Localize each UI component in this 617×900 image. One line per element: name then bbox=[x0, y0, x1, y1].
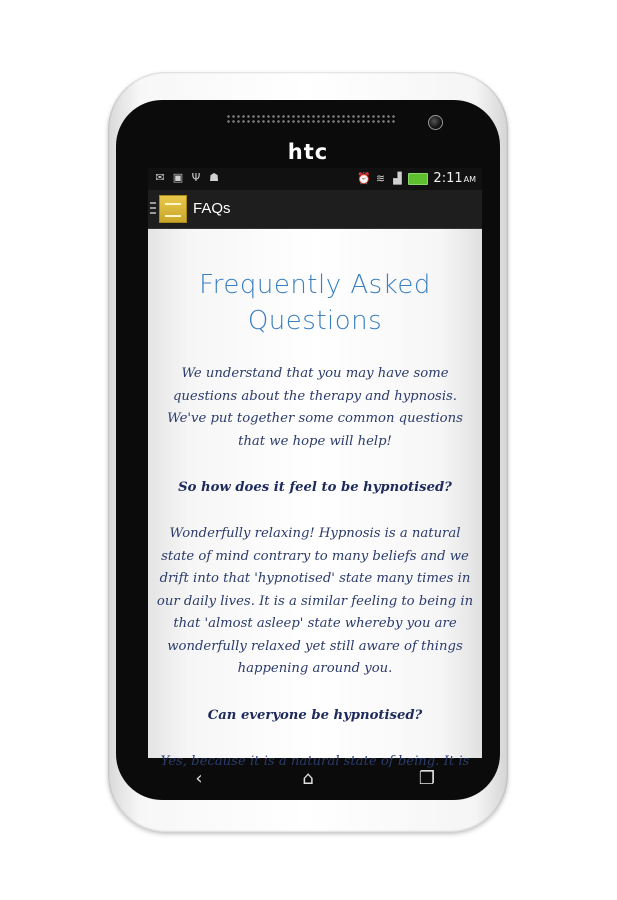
faq-content[interactable] bbox=[148, 229, 482, 769]
clock-ampm: AM bbox=[463, 175, 476, 184]
phone-face bbox=[116, 100, 500, 800]
navigation-bar bbox=[116, 762, 500, 800]
faq-question: So how does it feel to be hypnotised? bbox=[178, 480, 452, 495]
app-logo-icon[interactable] bbox=[159, 195, 187, 223]
status-clock bbox=[433, 171, 476, 186]
phone-body bbox=[108, 72, 508, 832]
action-bar-title: FAQs bbox=[193, 200, 231, 217]
home-icon[interactable]: ⌂ bbox=[302, 768, 314, 789]
device-screen bbox=[148, 168, 482, 769]
intro-text: We understand that you may have some questions about the therapy and hypnosis. We've put together some common questions that we hope will help! bbox=[167, 366, 463, 449]
device-brand-logo: htc bbox=[287, 140, 329, 164]
wifi-icon: ≋ bbox=[375, 171, 386, 185]
faq-question: Can everyone be hypnotised? bbox=[207, 707, 423, 723]
faq-answer: Wonderfully relaxing! Hypnosis is a natural state of mind contrary to many beliefs and we drift into that 'hypnotised' state many times in our daily lives. It is a similar feeling to being in that 'almost asleep' state whereby you are wonderfully relaxed yet still aware of things happening around you. bbox=[156, 526, 474, 676]
earpiece-speaker bbox=[226, 114, 396, 124]
signal-icon: ▟ bbox=[393, 171, 402, 185]
status-bar bbox=[148, 168, 482, 190]
recent-apps-icon[interactable]: ❐ bbox=[418, 768, 436, 789]
debug-icon: ☗ bbox=[209, 171, 219, 184]
drawer-menu-icon[interactable] bbox=[150, 202, 156, 217]
notification-icon: ✉ bbox=[155, 171, 165, 184]
alarm-icon: ⏰ bbox=[357, 171, 372, 185]
back-icon[interactable]: ‹ bbox=[195, 768, 203, 789]
status-left-icons bbox=[154, 172, 220, 184]
action-bar bbox=[148, 190, 482, 229]
status-right-icons bbox=[357, 171, 476, 186]
battery-icon bbox=[408, 173, 428, 185]
front-camera bbox=[428, 115, 443, 130]
usb-icon: Ψ bbox=[191, 171, 201, 184]
page-title: Frequently Asked Questions bbox=[199, 270, 431, 336]
image-icon: ▣ bbox=[172, 171, 184, 184]
clock-time: 2:11 bbox=[433, 171, 463, 186]
faq-answer: Yes, because it is a natural state of being. It is bbox=[160, 753, 470, 769]
